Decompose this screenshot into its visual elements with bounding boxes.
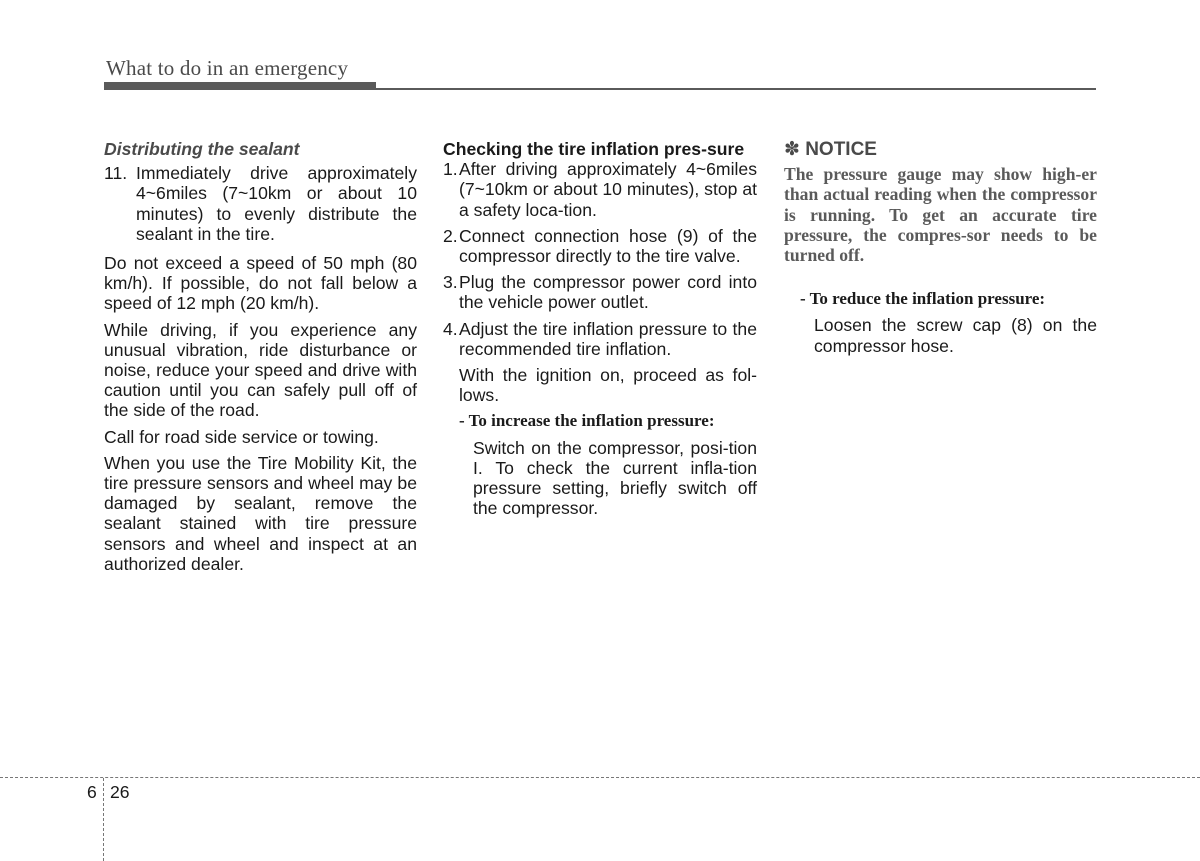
column-middle: [443, 139, 757, 518]
step-number: 11.: [104, 163, 128, 184]
paragraph-ignition-note: With the ignition on, proceed as fol-lows.: [459, 365, 757, 406]
paragraph-road-service: Call for road side service or towing.: [104, 426, 379, 447]
section-title-checking-pressure: Checking the tire inflation pres-sure: [443, 139, 745, 159]
numbered-step-1: [443, 159, 757, 220]
subheading-increase-pressure: - To increase the inflation pressure:: [459, 411, 715, 431]
step-number: 1.: [443, 159, 458, 180]
step-text: Adjust the tire inflation pressure to the recommended tire inflation.: [459, 318, 757, 359]
numbered-step-11: [104, 163, 417, 244]
paragraph-sensor-damage: When you use the Tire Mobility Kit, the tire pressure sensors and wheel may be damaged by sealant, remove the sealant stained with tire pressure sensors and wheel and inspect at an authorized dealer.: [104, 452, 417, 574]
column-left: [104, 139, 417, 574]
chapter-number: 6: [87, 782, 97, 802]
numbered-step-3: [443, 272, 757, 312]
paragraph-increase-pressure: Switch on the compressor, posi-tion I. To check the current infla-tion pressure setting, briefly switch off the compressor.: [473, 437, 757, 519]
footer-dashed-rule: [0, 777, 1200, 778]
header-rule-thin: [376, 88, 1096, 90]
header-rule-thick: [104, 82, 376, 90]
page-number: 26: [110, 782, 130, 802]
step-text: Connect connection hose (9) of the compressor directly to the tire valve.: [459, 225, 757, 267]
step-number: 4.: [443, 318, 458, 339]
subheading-reduce-pressure: - To reduce the inflation pressure:: [800, 289, 1046, 309]
numbered-step-4: [443, 319, 757, 359]
step-text: Immediately drive approximately 4~6miles (7~10km or about 10 minutes) to evenly distribute the sealant in the tire.: [136, 163, 417, 244]
column-right: [784, 139, 1097, 356]
step-number: 3.: [443, 272, 458, 293]
numbered-step-2: [443, 226, 757, 266]
step-text: After driving approximately 4~6miles (7~10km or about 10 minutes), stop at a safety loca-tion.: [459, 159, 757, 220]
paragraph-vibration-warning: While driving, if you experience any unusual vibration, ride disturbance or noise, reduce your speed and drive with caution until you can safely pull off of the side of the road.: [104, 319, 417, 421]
paragraph-reduce-pressure: Loosen the screw cap (8) on the compressor hose.: [814, 315, 1097, 356]
notice-text: The pressure gauge may show high-er than actual reading when the compressor is running. To get an accurate tire pressure, the compres-sor needs to be turned off.: [784, 164, 1097, 266]
step-number: 2.: [443, 225, 458, 246]
footer-dashed-divider: [103, 778, 104, 861]
page-header-title: What to do in an emergency: [106, 56, 349, 80]
paragraph-speed-limit: Do not exceed a speed of 50 mph (80 km/h). If possible, do not fall below a speed of 12 mph (20 km/h).: [104, 253, 417, 314]
section-title-distributing-sealant: Distributing the sealant: [104, 139, 300, 159]
step-text: Plug the compressor power cord into the vehicle power outlet.: [459, 272, 757, 313]
notice-title: ✽ NOTICE: [784, 139, 877, 160]
